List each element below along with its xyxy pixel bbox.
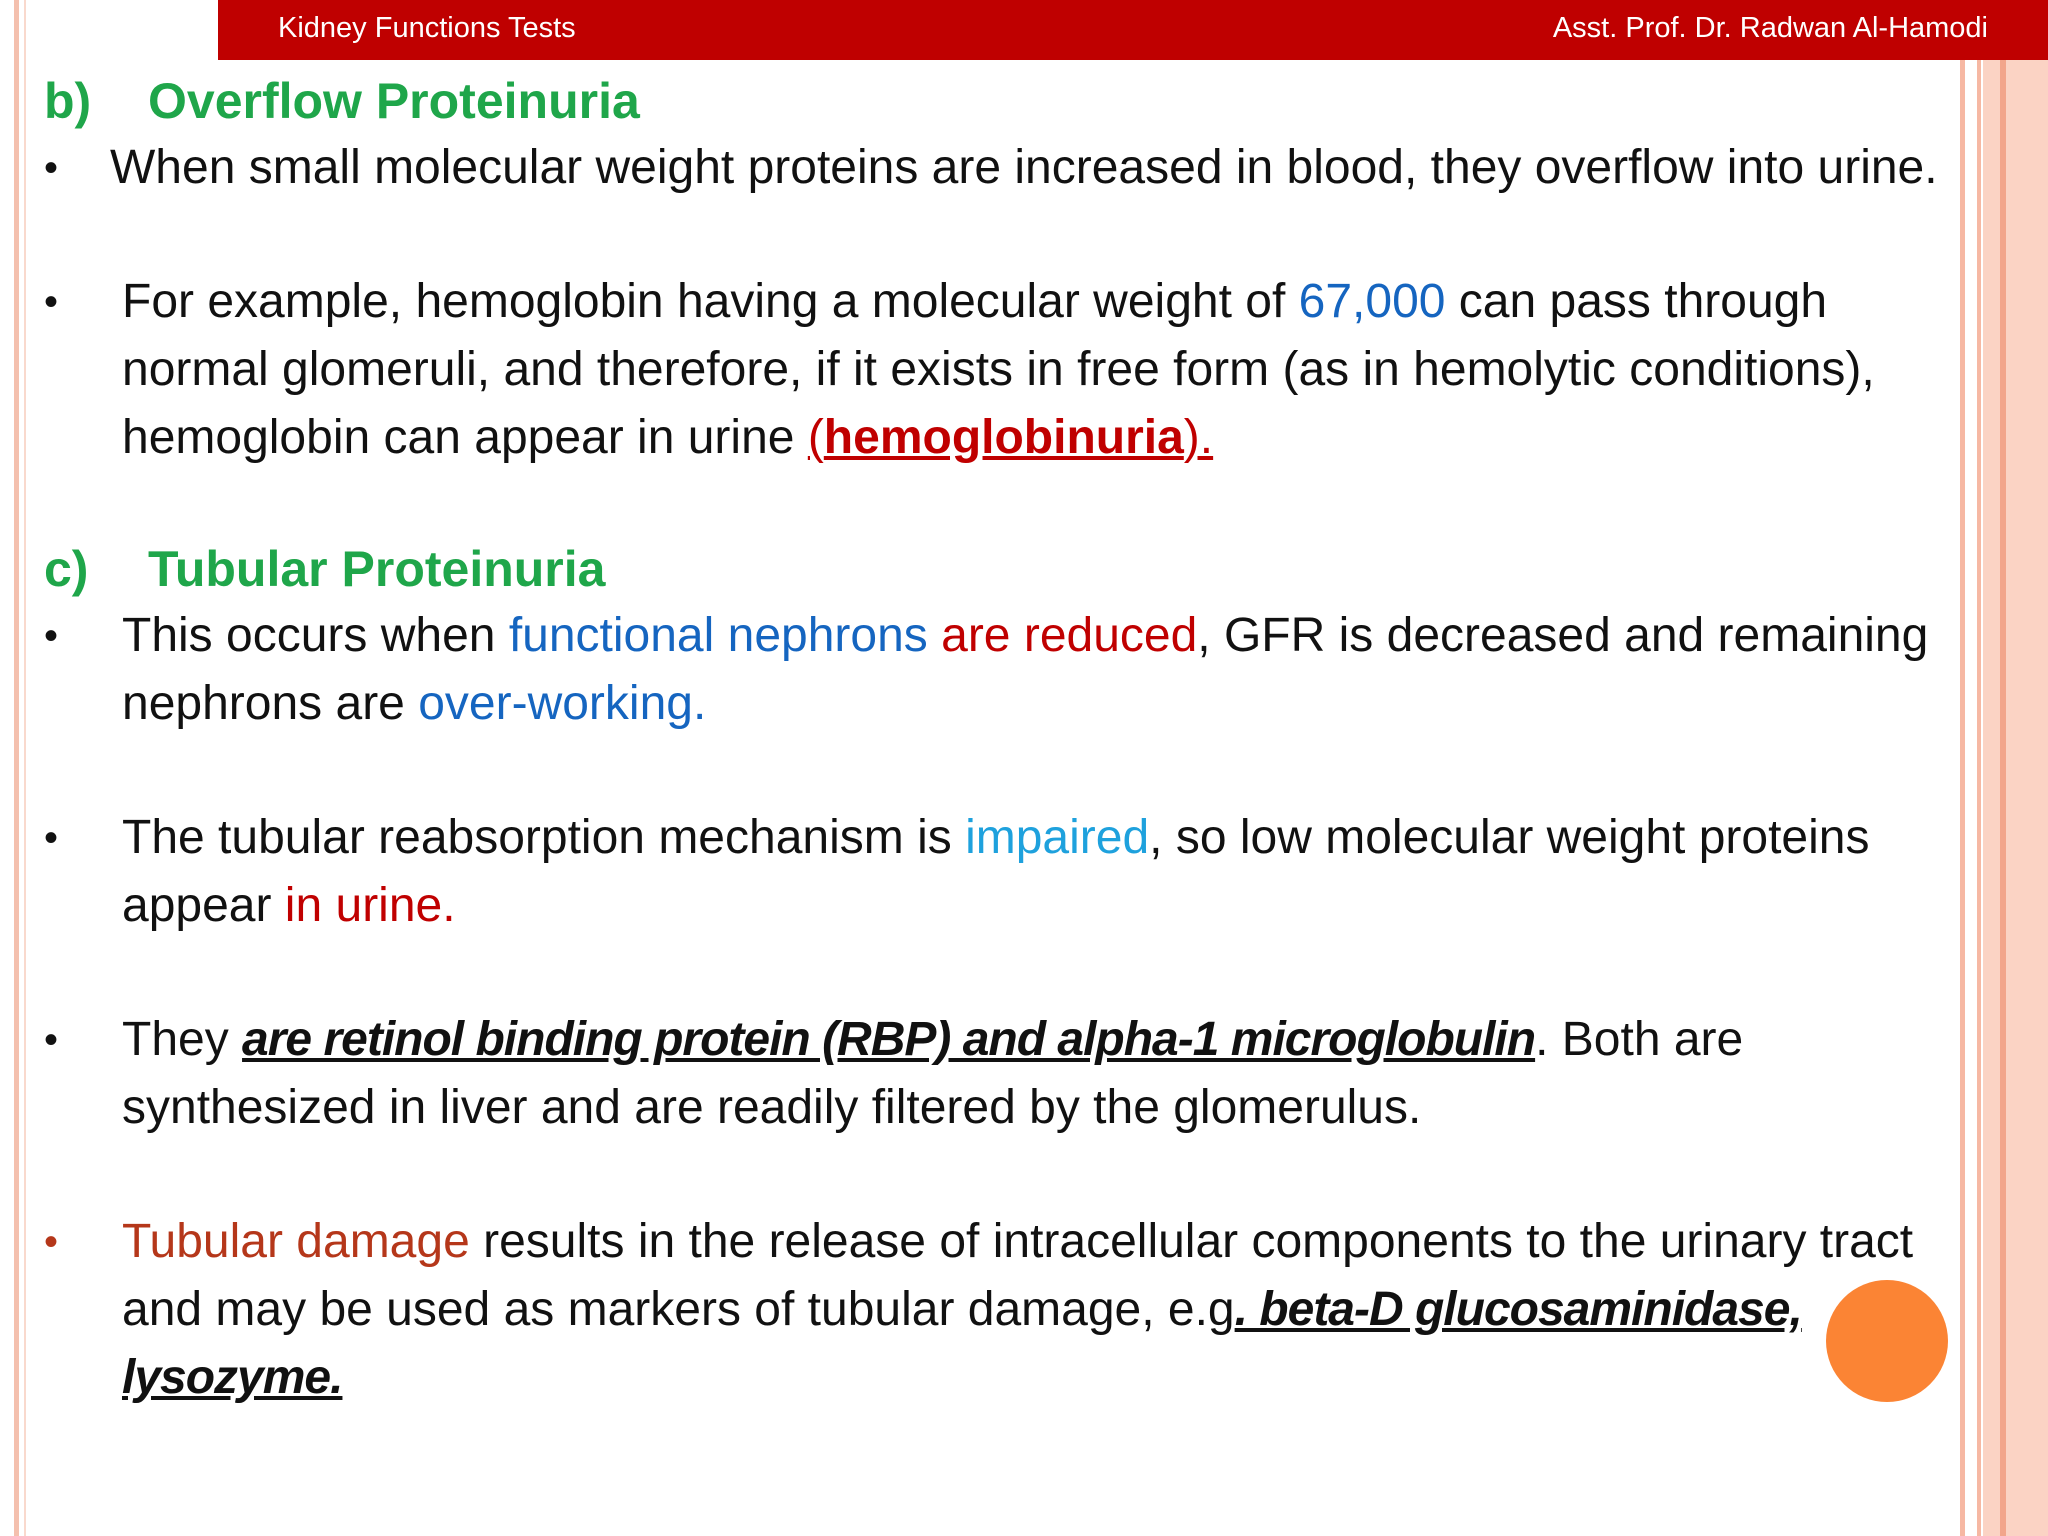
impaired-term: impaired — [965, 811, 1150, 864]
bullet-text: When small molecular weight proteins are increased in blood, they overflow into urine. — [110, 141, 1938, 194]
molecular-weight-value: 67,000 — [1298, 275, 1446, 328]
bullet-icon: • — [44, 1018, 59, 1062]
bullet-text: They are retinol binding protein (RBP) and alpha-1 microglobulin. Both are synthesized in liver and are readily filtered by the glomerulus. — [122, 1013, 1744, 1134]
left-border-line-thin — [24, 0, 26, 1536]
section-c-heading — [44, 536, 1964, 602]
bullet-icon: • — [44, 146, 59, 190]
hemoglobinuria-term: (hemoglobinuria). — [807, 411, 1214, 464]
section-b-letter: b) — [44, 73, 92, 129]
bullet-overflow-definition — [44, 134, 1964, 202]
right-border-line — [2000, 60, 2006, 1536]
bullet-hemoglobin-example — [44, 268, 1964, 472]
header-course-title: Kidney Functions Tests — [278, 12, 576, 44]
tubular-damage-term: Tubular damage — [122, 1215, 470, 1268]
left-border-line — [14, 0, 19, 1536]
bullet-text: The tubular reabsorption mechanism is impaired, so low molecular weight proteins appear in urine. — [122, 811, 1870, 932]
bullet-text: For example, hemoglobin having a molecular weight of 67,000 can pass through normal glomeruli, and therefore, if it exists in free form (as in hemolytic conditions), hemoglobin can appear in urine (hemoglobinuria). — [122, 275, 1875, 464]
rbp-alpha1-term: are retinol binding protein (RBP) and alpha-1 microglobulin — [242, 1013, 1536, 1066]
bullet-tubular-damage-markers — [44, 1208, 1964, 1412]
functional-nephrons-term: functional nephrons — [508, 609, 928, 662]
bullet-text: This occurs when functional nephrons are reduced, GFR is decreased and remaining nephrons are over-working. — [122, 609, 1929, 730]
right-border-band — [1983, 0, 2048, 1536]
section-b-heading — [44, 68, 1964, 134]
section-c-letter: c) — [44, 541, 89, 597]
bullet-rbp-alpha1 — [44, 1006, 1964, 1142]
bullet-tubular-occurrence — [44, 602, 1964, 738]
in-urine-term: in urine. — [284, 879, 456, 932]
page-number-badge — [1826, 1280, 1948, 1402]
slide-content — [44, 68, 1964, 1412]
bullet-icon: • — [44, 614, 59, 658]
section-c-title: Tubular Proteinuria — [148, 541, 606, 597]
header-author: Asst. Prof. Dr. Radwan Al-Hamodi — [1552, 12, 1988, 44]
section-b-title: Overflow Proteinuria — [148, 73, 640, 129]
bullet-icon: • — [44, 1220, 59, 1264]
bullet-text: Tubular damage results in the release of intracellular components to the urinary tract and may be used as markers of tubular damage, e.g. beta-D glucosaminidase, lysozyme. — [122, 1215, 1914, 1404]
bullet-reabsorption-impaired — [44, 804, 1964, 940]
over-working-term: over-working. — [418, 677, 707, 730]
slide-header-bar — [218, 0, 2048, 60]
damage-markers-term: . beta-D glucosaminidase, lysozyme. — [122, 1283, 1802, 1404]
bullet-icon: • — [44, 280, 59, 324]
are-reduced-term: are reduced — [927, 609, 1198, 662]
bullet-icon: • — [44, 816, 59, 860]
right-border-line — [1977, 60, 1981, 1536]
